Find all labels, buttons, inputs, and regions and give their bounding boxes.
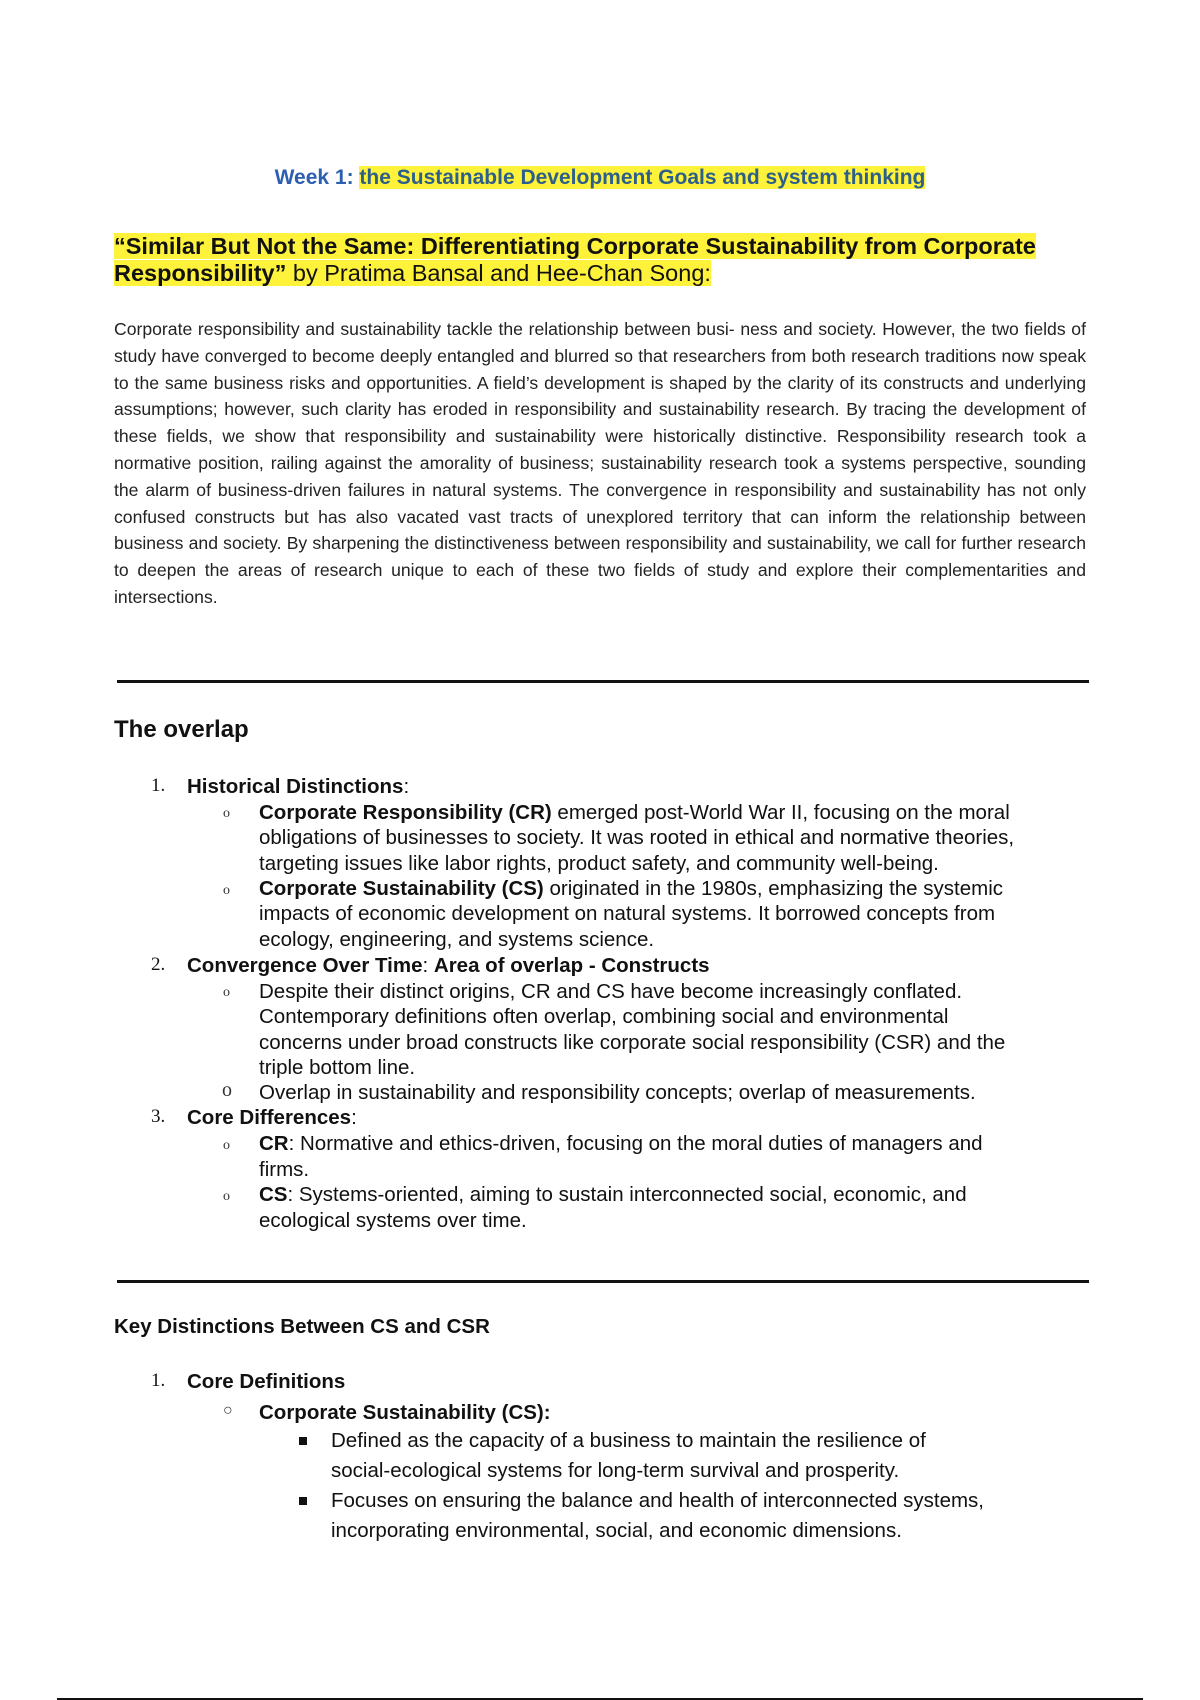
week-prefix: Week 1:	[274, 166, 360, 189]
list-number: 1.	[151, 775, 166, 796]
square-bullet-marker	[299, 1497, 307, 1505]
list-item-differences: Core Differences:	[187, 1106, 357, 1129]
bullet-cs-focus-line2: incorporating environmental, social, and economic dimensions.	[331, 1519, 902, 1542]
bullet-cs-line2: impacts of economic development on natural systems. It borrowed concepts from	[259, 902, 996, 925]
paper-authors: by Pratima Bansal and Hee-Chan Song:	[286, 260, 711, 286]
bullet-cs-definition-line2: social-ecological systems for long-term survival and prosperity.	[331, 1459, 900, 1482]
bullet-marker: o	[223, 883, 230, 898]
bullet-convergence-line4: triple bottom line.	[259, 1056, 416, 1079]
week-title	[0, 166, 1200, 190]
paper-title-line2: Responsibility”	[114, 260, 287, 286]
sub-heading-cs: Corporate Sustainability (CS):	[259, 1401, 551, 1424]
divider	[117, 680, 1089, 683]
bullet-cr-difference-line2: firms.	[259, 1158, 310, 1181]
bullet-overlap-measurements: Overlap in sustainability and responsibility concepts; overlap of measurements.	[259, 1081, 976, 1104]
bullet-marker: o	[223, 1189, 230, 1204]
list-number: 2.	[151, 954, 166, 975]
bullet-marker: o	[223, 985, 230, 1000]
bullet-cs-difference-line1: CS: Systems-oriented, aiming to sustain interconnected social, economic, and	[259, 1183, 967, 1206]
section-heading-overlap: The overlap	[114, 716, 249, 743]
bullet-cs-difference-line2: ecological systems over time.	[259, 1209, 527, 1232]
list-number: 3.	[151, 1106, 166, 1127]
bullet-convergence-line3: concerns under broad constructs like corporate social responsibility (CSR) and the	[259, 1031, 1006, 1054]
week-topic-highlight: the Sustainable Development Goals and system thinking	[359, 166, 926, 189]
bullet-marker: o	[222, 1079, 232, 1101]
bullet-convergence-line2: Contemporary definitions often overlap, combining social and environmental	[259, 1005, 949, 1028]
bullet-cr-line3: targeting issues like labor rights, product safety, and community well-being.	[259, 852, 939, 875]
list-item-historical: Historical Distinctions:	[187, 775, 410, 798]
bullet-marker: o	[223, 806, 230, 821]
bullet-cs-line3: ecology, engineering, and systems science.	[259, 928, 655, 951]
list-item-core-definitions: Core Definitions	[187, 1370, 346, 1393]
bullet-cr-difference-line1: CR: Normative and ethics-driven, focusing on the moral duties of managers and	[259, 1132, 983, 1155]
paper-title-line1: “Similar But Not the Same: Differentiating Corporate Sustainability from Corporate	[114, 233, 1036, 259]
divider	[117, 1280, 1089, 1283]
section-heading-distinctions: Key Distinctions Between CS and CSR	[114, 1315, 490, 1338]
abstract-paragraph: Corporate responsibility and sustainability tackle the relationship between busi- ness and society. However, the two fields of study have converged to become deeply entangled and blurred so that researchers from both research traditions now speak to the same business risks and opportunities. A field’s development is shaped by the clarity of its constructs and underlying assumptions; however, such clarity has eroded in responsibility and sustainability research. By tracing the development of these fields, we show that responsibility and sustainability were historically distinctive. Responsibility research took a normative position, railing against the amorality of business; sustainability research took a systems perspective, sounding the alarm of business-driven failures in natural systems. The convergence in responsibility and sustainability has not only confused constructs but has also vacated vast tracts of unexplored territory that can inform the relationship between business and society. By sharpening the distinctiveness between responsibility and sustainability, we call for further research to deepen the areas of research unique to each of these two fields of study and explore their complementarities and intersections.	[114, 319, 1086, 607]
bullet-convergence-line1: Despite their distinct origins, CR and CS have become increasingly conflated.	[259, 980, 963, 1003]
bullet-cs-line1: Corporate Sustainability (CS) originated in the 1980s, emphasizing the systemic	[259, 877, 1003, 900]
list-number: 1.	[151, 1370, 166, 1391]
bullet-cr-line2: obligations of businesses to society. It was rooted in ethical and normative theories,	[259, 826, 1015, 849]
list-item-convergence: Convergence Over Time: Area of overlap - Constructs	[187, 954, 710, 977]
circle-bullet-marker: ○	[223, 1402, 233, 1419]
bullet-cs-definition-line1: Defined as the capacity of a business to maintain the resilience of	[331, 1429, 926, 1452]
square-bullet-marker	[299, 1437, 307, 1445]
paper-title	[114, 233, 1094, 287]
bullet-cr-line1: Corporate Responsibility (CR) emerged post-World War II, focusing on the moral	[259, 801, 1010, 824]
bullet-cs-focus-line1: Focuses on ensuring the balance and health of interconnected systems,	[331, 1489, 984, 1512]
bullet-marker: o	[223, 1138, 230, 1153]
